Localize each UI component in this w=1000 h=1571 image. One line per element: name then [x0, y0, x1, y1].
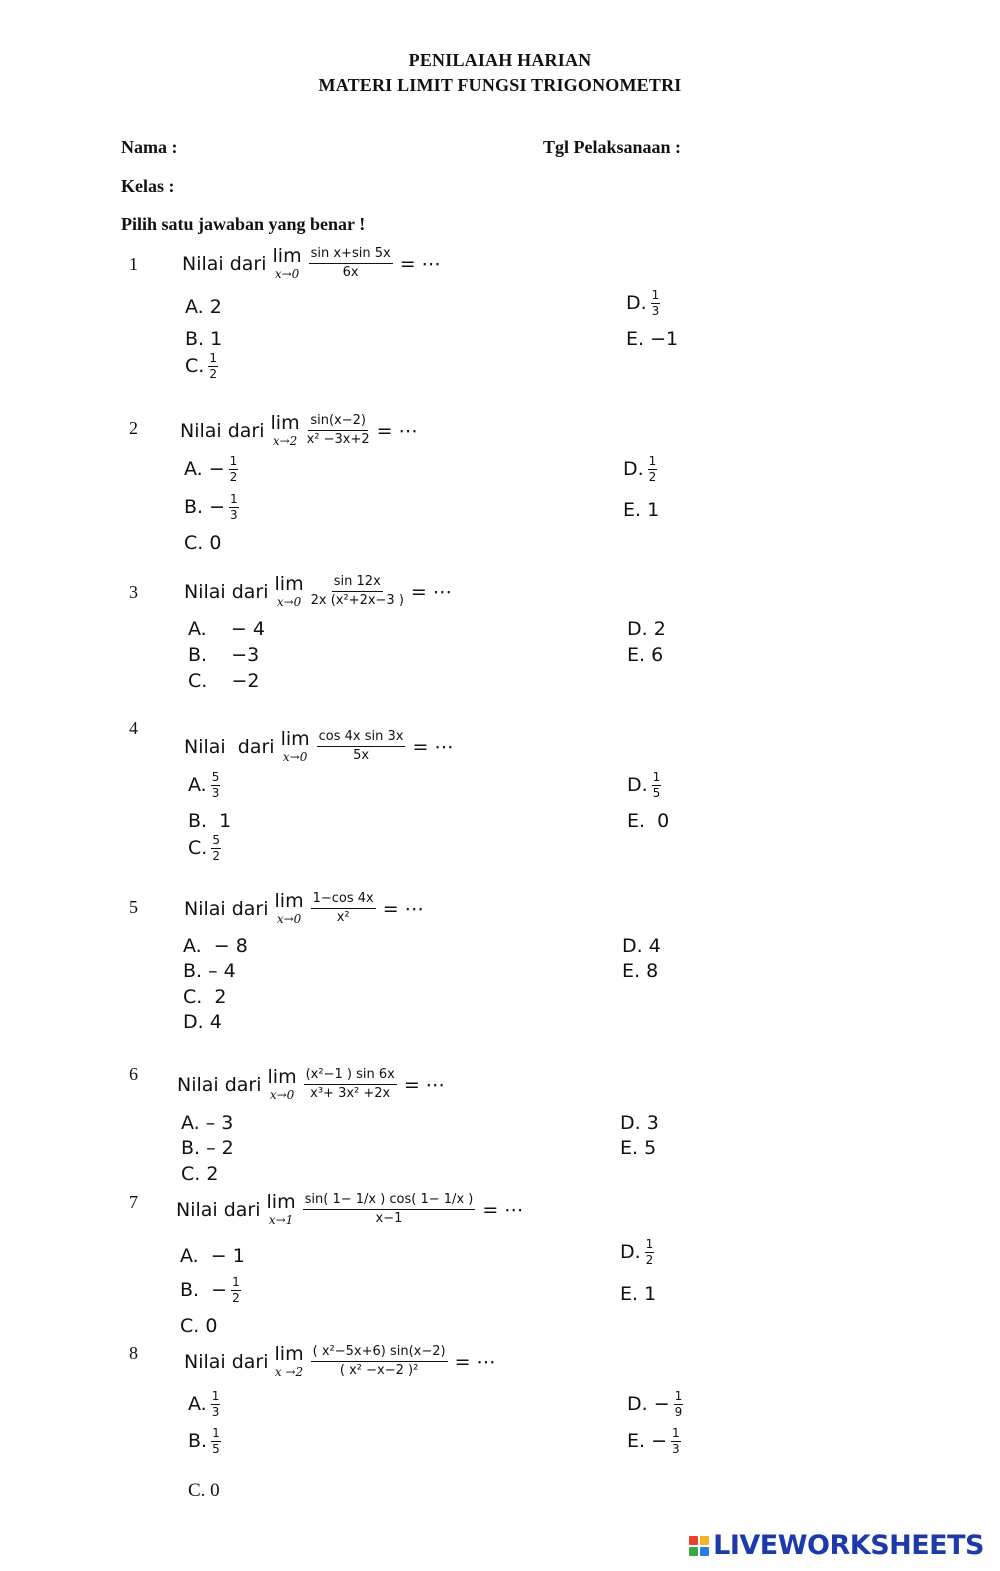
option-e[interactable]: E. 0: [627, 810, 670, 832]
question-number: 1: [129, 254, 138, 274]
question-5-text: [184, 892, 424, 925]
question-prefix: Nilai dari: [182, 252, 267, 275]
option-d[interactable]: D. 2: [627, 618, 666, 640]
option-b[interactable]: B. 1: [188, 810, 232, 832]
option-b[interactable]: B. – 4: [183, 960, 236, 982]
limit-fraction: $\frac{\text{sin x+sin 5x}}{6x}$: [310, 246, 391, 280]
option-c[interactable]: C. 2: [181, 1163, 219, 1185]
limit-operator: lim x→0: [274, 890, 304, 926]
page-title: PENILAIAH HARIAN: [408, 50, 592, 70]
option-c[interactable]: C. 0: [180, 1315, 218, 1337]
option-a[interactable]: A. − 8: [183, 935, 248, 957]
limit-operator: lim x→0: [280, 728, 310, 764]
equals-ellipsis: = ⋯: [482, 1198, 524, 1221]
option-e[interactable]: E. −1: [626, 328, 679, 350]
question-number: 2: [129, 418, 138, 438]
question-8-text: [184, 1345, 496, 1378]
option-d[interactable]: D. $\frac{1}{3}$: [626, 288, 660, 318]
question-2-text: [180, 414, 418, 447]
option-e[interactable]: E. − $\frac{1}{3}$: [627, 1426, 680, 1456]
page-subtitle: MATERI LIMIT FUNGSI TRIGONOMETRI: [318, 75, 682, 95]
question-6-text: [177, 1068, 445, 1101]
option-b[interactable]: B. − $\frac{1}{3}$: [184, 492, 238, 522]
question-number: 4: [129, 718, 138, 738]
equals-ellipsis: = ⋯: [412, 735, 454, 758]
option-a[interactable]: A. − 4: [188, 618, 265, 640]
question-prefix: Nilai dari: [180, 419, 265, 442]
limit-fraction: $\frac{\sin 12x}{\text{2x (x²+2x−3 )}}$: [310, 574, 404, 608]
question-3-text: [184, 575, 452, 608]
limit-fraction: $\frac{\sin( 1- 1/x ) \cos( 1- 1/x )}{x-1}$: [304, 1192, 474, 1226]
date-label: Tgl Pelaksanaan :: [543, 137, 682, 157]
equals-ellipsis: = ⋯: [454, 1350, 496, 1373]
option-d[interactable]: D. − $\frac{1}{9}$: [627, 1389, 683, 1419]
question-4-text: [184, 730, 453, 763]
question-1-text: [182, 247, 441, 280]
question-number: 8: [129, 1343, 138, 1363]
question-prefix: Nilai dari: [184, 580, 269, 603]
option-c[interactable]: C. −2: [188, 670, 260, 692]
limit-operator: lim x→0: [267, 1066, 297, 1102]
limit-fraction: $\frac{1-\cos 4x}{\text{x²}}$: [312, 891, 374, 925]
question-number: 6: [129, 1064, 138, 1084]
question-prefix: Nilai dari: [184, 735, 275, 758]
option-a[interactable]: A. − 1: [180, 1245, 245, 1267]
option-e[interactable]: E. 1: [623, 499, 660, 521]
equals-ellipsis: = ⋯: [399, 252, 441, 275]
limit-operator: lim x→2: [270, 412, 300, 448]
option-d[interactable]: D. $\frac{1}{5}$: [627, 770, 661, 800]
option-a[interactable]: A. – 3: [181, 1112, 234, 1134]
liveworksheets-logo: [689, 1530, 984, 1561]
option-b[interactable]: B. $\frac{1}{5}$: [188, 1426, 220, 1456]
option-c[interactable]: C. $\frac{5}{2}$: [188, 833, 220, 863]
equals-ellipsis: = ⋯: [382, 897, 424, 920]
equals-ellipsis: = ⋯: [410, 580, 452, 603]
question-prefix: Nilai dari: [184, 1350, 269, 1373]
limit-operator: lim x →2: [274, 1343, 304, 1379]
option-e[interactable]: E. 5: [620, 1137, 657, 1159]
equals-ellipsis: = ⋯: [376, 419, 418, 442]
limit-operator: lim x→0: [272, 245, 302, 281]
option-b[interactable]: B. – 2: [181, 1137, 234, 1159]
option-c[interactable]: C. 2: [183, 986, 227, 1008]
limit-operator: lim x→1: [266, 1191, 296, 1227]
name-label: Nama :: [121, 137, 178, 157]
option-a[interactable]: A. $\frac{5}{3}$: [188, 770, 220, 800]
option-b[interactable]: B. −3: [188, 644, 260, 666]
question-number: 5: [129, 897, 138, 917]
option-b[interactable]: B. − $\frac{1}{2}$: [180, 1275, 240, 1305]
instruction-text: Pilih satu jawaban yang benar !: [121, 214, 366, 234]
option-a[interactable]: A. 2: [185, 296, 222, 318]
question-prefix: Nilai dari: [184, 897, 269, 920]
option-c[interactable]: C. 0: [184, 532, 222, 554]
option-d[interactable]: D. $\frac{1}{2}$: [623, 454, 657, 484]
option-a[interactable]: A. $\frac{1}{3}$: [188, 1389, 220, 1419]
question-number: 3: [129, 582, 138, 602]
question-number: 7: [129, 1192, 138, 1212]
option-d-duplicate[interactable]: D. 4: [183, 1011, 222, 1033]
logo-grid-icon: [689, 1536, 709, 1556]
question-7-text: [176, 1193, 523, 1226]
question-prefix: Nilai dari: [176, 1198, 261, 1221]
option-d[interactable]: D. 4: [622, 935, 661, 957]
question-prefix: Nilai dari: [177, 1073, 262, 1096]
limit-fraction: $\frac{\sin(x-2)}{\text{x² −3x+2}}$: [306, 413, 370, 447]
option-e[interactable]: E. 8: [622, 960, 659, 982]
limit-fraction: $\frac{\text{( x²−5x+6) sin(x−2)}}{\text{( x² −x−2 )²}}$: [312, 1344, 446, 1378]
option-b[interactable]: B. 1: [185, 328, 223, 350]
option-e[interactable]: E. 1: [620, 1283, 657, 1305]
option-c[interactable]: C. 0: [188, 1480, 220, 1501]
limit-fraction: $\frac{\text{(x²−1 ) sin 6x}}{\text{x³+ 3x² +2x}}$: [305, 1067, 395, 1101]
option-c[interactable]: C. $\frac{1}{2}$: [185, 351, 217, 381]
option-d[interactable]: D. $\frac{1}{2}$: [620, 1237, 654, 1267]
logo-text: LIVEWORKSHEETS: [713, 1530, 984, 1561]
option-e[interactable]: E. 6: [627, 644, 664, 666]
class-label: Kelas :: [121, 176, 175, 196]
limit-fraction: $\frac{\text{cos 4x sin 3x}}{5x}$: [318, 729, 404, 763]
option-a[interactable]: A. − $\frac{1}{2}$: [184, 454, 238, 484]
option-d[interactable]: D. 3: [620, 1112, 659, 1134]
limit-operator: lim x→0: [274, 573, 304, 609]
equals-ellipsis: = ⋯: [403, 1073, 445, 1096]
